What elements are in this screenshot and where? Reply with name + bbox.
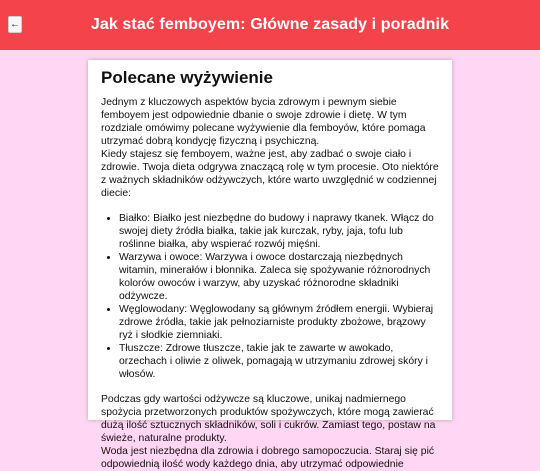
top-bar <box>0 0 540 50</box>
intro-paragraph-2: Kiedy stajesz się femboyem, ważne jest, aby zadbać o swoje ciało i zdrowie. Twoja dieta odgrywa znaczącą rolę w tym procesie. Oto niektóre z ważnych składników odżywczych, które warto uwzględnić w codziennej diecie: <box>101 149 439 199</box>
nutrient-list <box>101 212 439 381</box>
outro-paragraph-1: Podczas gdy wartości odżywcze są kluczowe, unikaj nadmiernego spożycia przetworzonych produktów spożywczych, które mogą zawierać dużą ilość sztucznych składników, soli i cukrów. Zamiast tego, postaw na świeże, naturalne produkty. <box>101 394 436 444</box>
page-title: Jak stać femboyem: Główne zasady i poradnik <box>90 16 450 33</box>
article-card <box>88 60 452 470</box>
section-heading: Polecane wyżywienie <box>101 68 273 87</box>
list-item: • Białko: Białko jest niezbędne do budowy i naprawy tkanek. Włącz do swojej diety źródła białka, takie jak kurczak, ryby, jaja, tofu lub roślinne białka, aby wspierać rozwój mięśni. <box>119 212 439 251</box>
outro-paragraph-2: Woda jest niezbędna dla zdrowia i dobrego samopoczucia. Staraj się pić odpowiednią ilość wody każdego dnia, aby utrzymać odpowiednie <box>101 446 435 470</box>
list-item: • Węglowodany: Węglowodany są głównym źródłem energii. Wybieraj zdrowe źródła, takie jak pełnoziarniste produkty zbożowe, brązowy ryż i słodkie ziemniaki. <box>119 303 439 342</box>
arrow-left-icon: ← <box>10 18 20 30</box>
back-button[interactable] <box>8 16 22 33</box>
list-item: • Warzywa i owoce: Warzywa i owoce dostarczają niezbędnych witamin, minerałów i błonnika. Zaleca się spożywanie różnorodnych kolorów owoców i warzyw, aby uzyskać różnorodne składniki odżywcze. <box>119 251 439 303</box>
intro-paragraph-1: Jednym z kluczowych aspektów bycia zdrowym i pewnym siebie femboyem jest odpowiednie dbanie o swoje zdrowie i dietę. W tym rozdziale omówimy polecane wyżywienie dla femboyów, które pomaga utrzymać dobrą kondycję fizyczną i psychiczną. <box>101 97 426 147</box>
list-item: • Tłuszcze: Zdrowe tłuszcze, takie jak te zawarte w awokado, orzechach i oliwie z oliwek, pomagają w utrzymaniu zdrowej skóry i włosów. <box>119 342 439 381</box>
